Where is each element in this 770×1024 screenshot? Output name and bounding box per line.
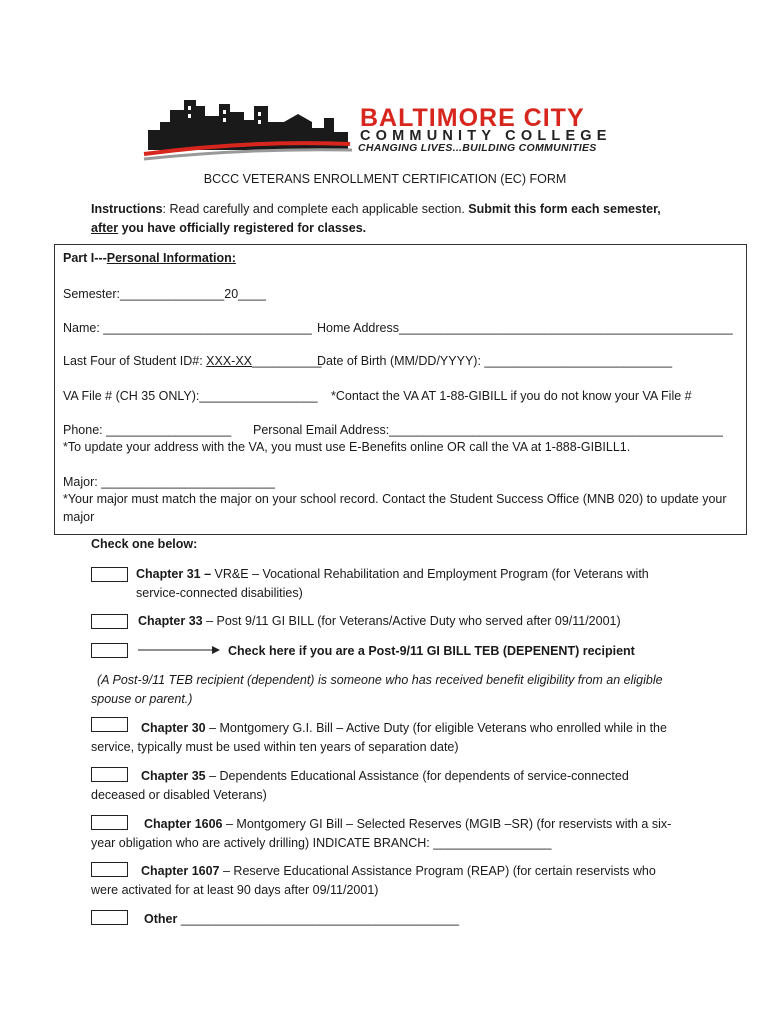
- logo-line-2: COMMUNITY COLLEGE: [360, 128, 612, 144]
- chapter-35-text: – Dependents Educational Assistance (for dependents of service-connected: [205, 769, 629, 783]
- check-one-heading: Check one below:: [91, 537, 198, 551]
- student-id-field[interactable]: [63, 354, 322, 368]
- teb-note: [91, 671, 663, 709]
- student-id-blank: __________: [252, 354, 322, 368]
- chapter-31-text: VR&E – Vocational Rehabilitation and Employment Program (for Veterans with: [211, 567, 649, 581]
- instructions-text: : Read carefully and complete each applicable section.: [162, 202, 469, 216]
- major-note-cont: major: [63, 510, 95, 524]
- chapter-1606-text-2: year obligation who are actively drilling) INDICATE BRANCH: _________________: [91, 836, 552, 850]
- chapter-31-option: [136, 565, 649, 603]
- other-blank: ________________________________________: [177, 912, 459, 926]
- instructions: [91, 200, 691, 238]
- dob-field[interactable]: Date of Birth (MM/DD/YYYY): ___________________________: [317, 354, 673, 368]
- name-field[interactable]: Name: ______________________________: [63, 321, 312, 335]
- chapter-1606-title: Chapter 1606: [144, 817, 223, 831]
- chapter-33-title: Chapter 33: [138, 614, 203, 628]
- part-prefix: Part I---: [63, 251, 107, 265]
- chapter-30-text: – Montgomery G.I. Bill – Active Duty (for eligible Veterans who enrolled while in the: [205, 721, 667, 735]
- part-heading-text: Personal Information:: [106, 251, 236, 265]
- arrow-right-icon: [138, 645, 220, 655]
- other-title: Other: [144, 912, 178, 926]
- instructions-bold-1: Submit this form each semester,: [468, 202, 661, 216]
- teb-note-2: spouse or parent.): [91, 692, 193, 706]
- chapter-30-text-2: service, typically must be used within ten years of separation date): [91, 740, 459, 754]
- part-heading: [63, 251, 236, 265]
- chapter-33-checkbox[interactable]: [91, 614, 128, 629]
- chapter-31-checkbox[interactable]: [91, 567, 128, 582]
- chapter-35-title: Chapter 35: [141, 769, 206, 783]
- other-checkbox[interactable]: [91, 910, 128, 925]
- phone-field[interactable]: Phone: __________________: [63, 423, 232, 437]
- logo-tagline: CHANGING LIVES...BUILDING COMMUNITIES: [358, 142, 597, 154]
- chapter-30-title: Chapter 30: [141, 721, 206, 735]
- chapter-1606-text: – Montgomery GI Bill – Selected Reserves (MGIB –SR) (for reservists with a six-: [222, 817, 672, 831]
- teb-note-1: (A Post-9/11 TEB recipient (dependent) is someone who has received benefit eligibility from an eligible: [97, 673, 663, 687]
- student-id-label: Last Four of Student ID#:: [63, 354, 207, 368]
- chapter-35-option: [91, 767, 629, 805]
- chapter-33-option: [138, 612, 621, 631]
- email-field[interactable]: Personal Email Address:________________________________________________: [253, 423, 723, 437]
- instructions-label: Instructions: [91, 202, 163, 216]
- va-contact-note: *Contact the VA AT 1-88-GIBILL if you do not know your VA File #: [331, 389, 692, 403]
- student-id-value: XXX-XX: [206, 354, 252, 368]
- chapter-1607-text-2: were activated for at least 90 days after 09/11/2001): [91, 883, 379, 897]
- major-field[interactable]: Major: _________________________: [63, 475, 275, 489]
- home-address-field[interactable]: Home Address________________________________________________: [317, 321, 733, 335]
- chapter-30-option: [91, 719, 667, 757]
- major-note: *Your major must match the major on your school record. Contact the Student Success Office (MNB 020) to update your: [63, 492, 727, 506]
- instructions-bold-2: you have officially registered for classes.: [118, 221, 367, 235]
- chapter-35-text-2: deceased or disabled Veterans): [91, 788, 267, 802]
- chapter-1607-option: [91, 862, 656, 900]
- chapter-1606-option: [91, 815, 671, 853]
- personal-info-panel: [54, 244, 747, 535]
- other-option[interactable]: [144, 910, 459, 929]
- address-note: *To update your address with the VA, you must use E-Benefits online OR call the VA at 1-888-GIBILL1.: [63, 440, 631, 454]
- instructions-after: after: [91, 221, 119, 235]
- chapter-31-text-2: service-connected disabilities): [136, 586, 303, 600]
- semester-field[interactable]: Semester:_______________20____: [63, 287, 266, 301]
- va-file-field[interactable]: VA File # (CH 35 ONLY):_________________: [63, 389, 318, 403]
- teb-checkbox[interactable]: [91, 643, 128, 658]
- chapter-31-title: Chapter 31 –: [136, 567, 212, 581]
- chapter-1607-title: Chapter 1607: [141, 864, 220, 878]
- teb-option: Check here if you are a Post-9/11 GI BILL TEB (DEPENENT) recipient: [228, 644, 635, 658]
- chapter-33-text: – Post 9/11 GI BILL (for Veterans/Active Duty who served after 09/11/2001): [202, 614, 621, 628]
- chapter-1607-text: – Reserve Educational Assistance Program (REAP) (for certain reservists who: [219, 864, 656, 878]
- logo-line-1: BALTIMORE CITY: [360, 104, 585, 132]
- form-title: BCCC VETERANS ENROLLMENT CERTIFICATION (EC) FORM: [203, 172, 567, 186]
